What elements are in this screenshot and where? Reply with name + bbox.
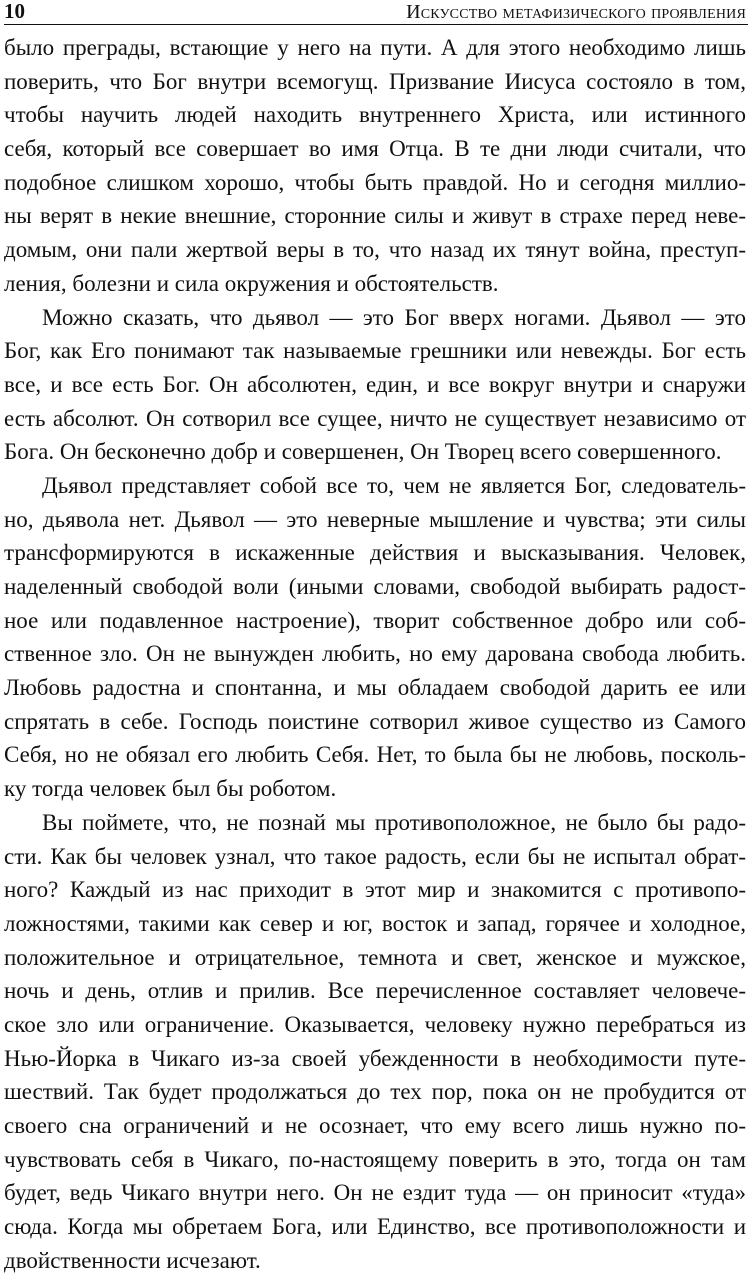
text-line: домым, они пали жертвой веры в то, что назад их тянут война, преступ-	[4, 237, 746, 263]
text-line: ночь и день, отлив и прилив. Все перечисленное составляет человече-	[4, 978, 746, 1004]
text-line: шествий. Так будет продолжаться до тех пор, пока он не пробудится от	[4, 1079, 746, 1105]
text-line: ственное зло. Он не вынужден любить, но ему дарована свобода любить.	[4, 641, 746, 667]
text-line: было преграды, встающие у него на пути. А для этого необходимо лишь	[4, 35, 746, 60]
text-line: себя, который все совершает во имя Отца. В те дни люди считали, что	[4, 136, 746, 162]
text-line: подобное слишком хорошо, чтобы быть правдой. Но и сегодня миллио-	[4, 169, 746, 195]
text-line: Бог, как Его понимают так называемые грешники или невежды. Бог есть	[4, 338, 746, 364]
text-line: Дьявол представляет собой все то, чем не является Бог, следователь-	[42, 472, 746, 498]
page-number: 10	[4, 0, 25, 23]
page-header	[4, 0, 748, 25]
text-line: ления, болезни и сила окружения и обстоятельств.	[4, 270, 499, 296]
text-line: спрятать в себе. Господь поистине сотворил живое существо из Самого	[4, 708, 746, 734]
text-line: своего сна ограничений и не осознает, что ему всего лишь нужно по-	[4, 1113, 746, 1138]
text-line: ку тогда человек был бы роботом.	[4, 776, 337, 802]
text-line: сти. Как бы человек узнал, что такое радость, если бы не испытал обрат-	[4, 843, 746, 869]
text-line: наделенный свободой воли (иными словами, свободой выбирать радост-	[4, 574, 746, 599]
running-title: Искусство метафизического проявления	[406, 1, 746, 23]
body-text	[4, 31, 746, 1277]
text-line: Себя, но не обязал его любить Себя. Нет, то была бы не любовь, посколь-	[4, 742, 746, 768]
text-line: ное или подавленное настроение), творит собственное добро или соб-	[4, 607, 746, 633]
text-line: но, дьявола нет. Дьявол — это неверные мышление и чувства; эти силы	[4, 506, 746, 532]
text-line: чувствовать себя в Чикаго, по-настоящему поверить в это, тогда он там	[4, 1146, 746, 1172]
text-line: ного? Каждый из нас приходит в этот мир и знакомится с противопо-	[4, 877, 746, 903]
text-line: чтобы научить людей находить внутреннего Христа, или истинного	[4, 102, 746, 128]
text-line: Нью-Йорка в Чикаго из-за своей убежденности в необходимости путе-	[4, 1045, 746, 1071]
text-line: есть абсолют. Он сотворил все сущее, ничто не существует независимо от	[4, 405, 746, 431]
text-line: ложностями, такими как север и юг, восток и запад, горячее и холодное,	[4, 910, 746, 936]
text-line: Вы поймете, что, не познай мы противоположное, не было бы радо-	[42, 809, 746, 835]
text-line: двойственности исчезают.	[4, 1247, 261, 1273]
text-line: Бога. Он бесконечно добр и совершенен, Он Творец всего совершенного.	[4, 439, 722, 465]
text-line: Любовь радостна и спонтанна, и мы обладаем свободой дарить ее или	[4, 675, 746, 701]
text-line: ское зло или ограничение. Оказывается, человеку нужно перебраться из	[4, 1011, 746, 1037]
text-line: сюда. Когда мы обретаем Бога, или Единство, все противоположности и	[4, 1214, 746, 1240]
text-line: трансформируются в искаженные действия и высказывания. Человек,	[4, 540, 746, 566]
text-line: ны верят в некие внешние, сторонние силы и живут в страхе перед неве-	[4, 203, 746, 229]
text-line: будет, ведь Чикаго внутри него. Он не ездит туда — он приносит «туда»	[4, 1180, 746, 1206]
text-line: Можно сказать, что дьявол — это Бог вверх ногами. Дьявол — это	[42, 304, 746, 330]
text-line: все, и все есть Бог. Он абсолютен, един, и все вокруг внутри и снаружи	[4, 371, 746, 397]
text-line: положительное и отрицательное, темнота и свет, женское и мужское,	[4, 944, 746, 970]
text-line: поверить, что Бог внутри всемогущ. Призвание Иисуса состояло в том,	[4, 68, 746, 94]
